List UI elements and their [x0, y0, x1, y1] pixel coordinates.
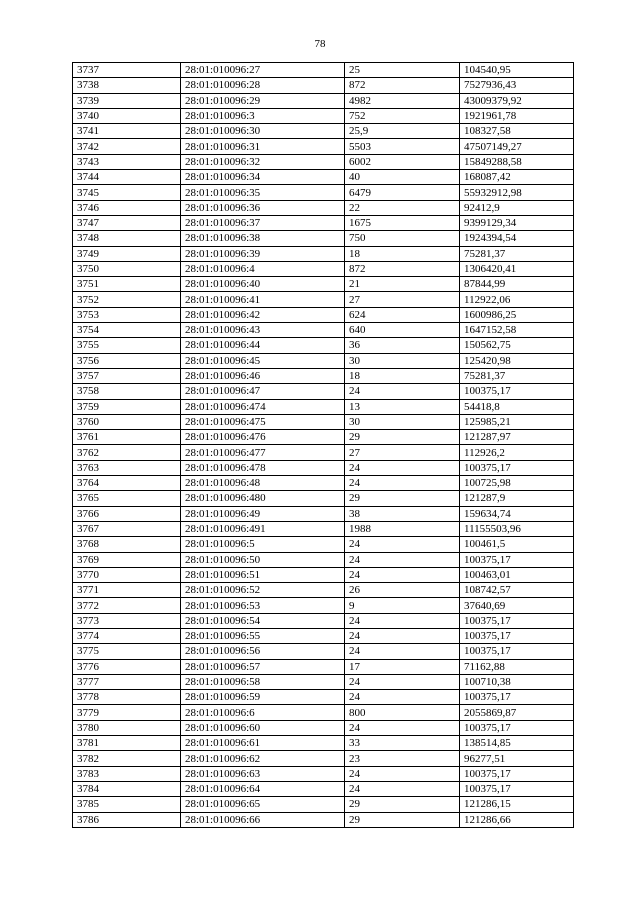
- table-row: [73, 353, 574, 368]
- table-row: [73, 537, 574, 552]
- value-cell: 37640,69: [460, 598, 574, 613]
- area-cell: 29: [345, 812, 460, 827]
- table-row: [73, 736, 574, 751]
- table-row: [73, 430, 574, 445]
- table-row: [73, 690, 574, 705]
- row-index-cell: 3771: [73, 583, 181, 598]
- cadastral-number-cell: 28:01:010096:66: [181, 812, 345, 827]
- value-cell: 55932912,98: [460, 185, 574, 200]
- row-index-cell: 3781: [73, 736, 181, 751]
- area-cell: 24: [345, 720, 460, 735]
- area-cell: 1675: [345, 215, 460, 230]
- row-index-cell: 3745: [73, 185, 181, 200]
- row-index-cell: 3744: [73, 170, 181, 185]
- area-cell: 13: [345, 399, 460, 414]
- table-row: [73, 231, 574, 246]
- row-index-cell: 3770: [73, 567, 181, 582]
- area-cell: 18: [345, 246, 460, 261]
- value-cell: 100375,17: [460, 552, 574, 567]
- row-index-cell: 3741: [73, 124, 181, 139]
- row-index-cell: 3775: [73, 644, 181, 659]
- cadastral-number-cell: 28:01:010096:491: [181, 521, 345, 536]
- cadastral-number-cell: 28:01:010096:37: [181, 215, 345, 230]
- table-row: [73, 200, 574, 215]
- cadastral-number-cell: 28:01:010096:46: [181, 368, 345, 383]
- row-index-cell: 3737: [73, 63, 181, 78]
- row-index-cell: 3783: [73, 766, 181, 781]
- value-cell: 100375,17: [460, 720, 574, 735]
- table-row: [73, 292, 574, 307]
- table-row: [73, 414, 574, 429]
- row-index-cell: 3757: [73, 368, 181, 383]
- area-cell: 33: [345, 736, 460, 751]
- cadastral-number-cell: 28:01:010096:28: [181, 78, 345, 93]
- area-cell: 800: [345, 705, 460, 720]
- row-index-cell: 3754: [73, 323, 181, 338]
- table-row: [73, 185, 574, 200]
- row-index-cell: 3761: [73, 430, 181, 445]
- table-row: [73, 261, 574, 276]
- table-row: [73, 78, 574, 93]
- row-index-cell: 3762: [73, 445, 181, 460]
- row-index-cell: 3774: [73, 628, 181, 643]
- area-cell: 25: [345, 63, 460, 78]
- area-cell: 29: [345, 797, 460, 812]
- row-index-cell: 3752: [73, 292, 181, 307]
- row-index-cell: 3778: [73, 690, 181, 705]
- table-row: [73, 368, 574, 383]
- cadastral-number-cell: 28:01:010096:41: [181, 292, 345, 307]
- cadastral-number-cell: 28:01:010096:4: [181, 261, 345, 276]
- table-row: [73, 552, 574, 567]
- value-cell: 100463,01: [460, 567, 574, 582]
- cadastral-number-cell: 28:01:010096:31: [181, 139, 345, 154]
- value-cell: 47507149,27: [460, 139, 574, 154]
- value-cell: 15849288,58: [460, 154, 574, 169]
- row-index-cell: 3786: [73, 812, 181, 827]
- cadastral-number-cell: 28:01:010096:52: [181, 583, 345, 598]
- row-index-cell: 3756: [73, 353, 181, 368]
- row-index-cell: 3767: [73, 521, 181, 536]
- cadastral-number-cell: 28:01:010096:40: [181, 277, 345, 292]
- cadastral-number-cell: 28:01:010096:32: [181, 154, 345, 169]
- value-cell: 100461,5: [460, 537, 574, 552]
- row-index-cell: 3764: [73, 476, 181, 491]
- cadastral-number-cell: 28:01:010096:42: [181, 307, 345, 322]
- table-row: [73, 506, 574, 521]
- row-index-cell: 3782: [73, 751, 181, 766]
- row-index-cell: 3739: [73, 93, 181, 108]
- cadastral-number-cell: 28:01:010096:475: [181, 414, 345, 429]
- value-cell: 112926,2: [460, 445, 574, 460]
- cadastral-number-cell: 28:01:010096:27: [181, 63, 345, 78]
- table-row: [73, 812, 574, 827]
- area-cell: 750: [345, 231, 460, 246]
- cadastral-number-cell: 28:01:010096:478: [181, 460, 345, 475]
- row-index-cell: 3746: [73, 200, 181, 215]
- value-cell: 1924394,54: [460, 231, 574, 246]
- value-cell: 100710,38: [460, 674, 574, 689]
- value-cell: 11155503,96: [460, 521, 574, 536]
- value-cell: 96277,51: [460, 751, 574, 766]
- row-index-cell: 3747: [73, 215, 181, 230]
- value-cell: 104540,95: [460, 63, 574, 78]
- area-cell: 24: [345, 628, 460, 643]
- row-index-cell: 3765: [73, 491, 181, 506]
- area-cell: 30: [345, 414, 460, 429]
- area-cell: 23: [345, 751, 460, 766]
- area-cell: 24: [345, 476, 460, 491]
- area-cell: 1988: [345, 521, 460, 536]
- value-cell: 9399129,34: [460, 215, 574, 230]
- value-cell: 150562,75: [460, 338, 574, 353]
- value-cell: 108327,58: [460, 124, 574, 139]
- table-row: [73, 307, 574, 322]
- value-cell: 159634,74: [460, 506, 574, 521]
- table-row: [73, 445, 574, 460]
- table-row: [73, 246, 574, 261]
- area-cell: 24: [345, 781, 460, 796]
- value-cell: 71162,88: [460, 659, 574, 674]
- table-row: [73, 323, 574, 338]
- value-cell: 1306420,41: [460, 261, 574, 276]
- value-cell: 100375,17: [460, 781, 574, 796]
- cadastral-number-cell: 28:01:010096:63: [181, 766, 345, 781]
- area-cell: 24: [345, 613, 460, 628]
- data-table: [72, 62, 574, 828]
- value-cell: 100375,17: [460, 460, 574, 475]
- cadastral-number-cell: 28:01:010096:54: [181, 613, 345, 628]
- value-cell: 112922,06: [460, 292, 574, 307]
- row-index-cell: 3763: [73, 460, 181, 475]
- table-body: [73, 63, 574, 828]
- row-index-cell: 3743: [73, 154, 181, 169]
- value-cell: 43009379,92: [460, 93, 574, 108]
- row-index-cell: 3740: [73, 108, 181, 123]
- table-row: [73, 93, 574, 108]
- table-row: [73, 705, 574, 720]
- table-row: [73, 170, 574, 185]
- value-cell: 100375,17: [460, 766, 574, 781]
- area-cell: 25,9: [345, 124, 460, 139]
- area-cell: 6002: [345, 154, 460, 169]
- cadastral-number-cell: 28:01:010096:53: [181, 598, 345, 613]
- area-cell: 24: [345, 537, 460, 552]
- table-row: [73, 720, 574, 735]
- table-row: [73, 781, 574, 796]
- table-row: [73, 613, 574, 628]
- table-row: [73, 659, 574, 674]
- table-row: [73, 583, 574, 598]
- value-cell: 92412,9: [460, 200, 574, 215]
- cadastral-number-cell: 28:01:010096:58: [181, 674, 345, 689]
- cadastral-number-cell: 28:01:010096:61: [181, 736, 345, 751]
- table-row: [73, 277, 574, 292]
- row-index-cell: 3750: [73, 261, 181, 276]
- cadastral-number-cell: 28:01:010096:38: [181, 231, 345, 246]
- value-cell: 121287,97: [460, 430, 574, 445]
- area-cell: 29: [345, 430, 460, 445]
- value-cell: 2055869,87: [460, 705, 574, 720]
- cadastral-number-cell: 28:01:010096:477: [181, 445, 345, 460]
- table-row: [73, 766, 574, 781]
- area-cell: 36: [345, 338, 460, 353]
- area-cell: 22: [345, 200, 460, 215]
- row-index-cell: 3768: [73, 537, 181, 552]
- cadastral-number-cell: 28:01:010096:62: [181, 751, 345, 766]
- area-cell: 624: [345, 307, 460, 322]
- cadastral-number-cell: 28:01:010096:50: [181, 552, 345, 567]
- row-index-cell: 3776: [73, 659, 181, 674]
- table-row: [73, 598, 574, 613]
- cadastral-number-cell: 28:01:010096:43: [181, 323, 345, 338]
- cadastral-number-cell: 28:01:010096:47: [181, 384, 345, 399]
- cadastral-number-cell: 28:01:010096:55: [181, 628, 345, 643]
- value-cell: 87844,99: [460, 277, 574, 292]
- row-index-cell: 3772: [73, 598, 181, 613]
- table-row: [73, 124, 574, 139]
- area-cell: 27: [345, 445, 460, 460]
- area-cell: 872: [345, 78, 460, 93]
- area-cell: 21: [345, 277, 460, 292]
- cadastral-number-cell: 28:01:010096:480: [181, 491, 345, 506]
- table-row: [73, 644, 574, 659]
- value-cell: 100375,17: [460, 628, 574, 643]
- table-row: [73, 491, 574, 506]
- value-cell: 1647152,58: [460, 323, 574, 338]
- value-cell: 100375,17: [460, 613, 574, 628]
- table-row: [73, 476, 574, 491]
- area-cell: 27: [345, 292, 460, 307]
- area-cell: 4982: [345, 93, 460, 108]
- area-cell: 24: [345, 690, 460, 705]
- row-index-cell: 3759: [73, 399, 181, 414]
- row-index-cell: 3753: [73, 307, 181, 322]
- area-cell: 872: [345, 261, 460, 276]
- cadastral-number-cell: 28:01:010096:51: [181, 567, 345, 582]
- value-cell: 54418,8: [460, 399, 574, 414]
- row-index-cell: 3758: [73, 384, 181, 399]
- cadastral-number-cell: 28:01:010096:39: [181, 246, 345, 261]
- row-index-cell: 3784: [73, 781, 181, 796]
- row-index-cell: 3779: [73, 705, 181, 720]
- cadastral-number-cell: 28:01:010096:476: [181, 430, 345, 445]
- cadastral-number-cell: 28:01:010096:29: [181, 93, 345, 108]
- table-row: [73, 797, 574, 812]
- value-cell: 100725,98: [460, 476, 574, 491]
- cadastral-number-cell: 28:01:010096:57: [181, 659, 345, 674]
- table-row: [73, 154, 574, 169]
- cadastral-number-cell: 28:01:010096:48: [181, 476, 345, 491]
- row-index-cell: 3755: [73, 338, 181, 353]
- cadastral-number-cell: 28:01:010096:5: [181, 537, 345, 552]
- cadastral-number-cell: 28:01:010096:44: [181, 338, 345, 353]
- area-cell: 18: [345, 368, 460, 383]
- cadastral-number-cell: 28:01:010096:49: [181, 506, 345, 521]
- cadastral-number-cell: 28:01:010096:30: [181, 124, 345, 139]
- value-cell: 125420,98: [460, 353, 574, 368]
- cadastral-number-cell: 28:01:010096:3: [181, 108, 345, 123]
- row-index-cell: 3780: [73, 720, 181, 735]
- area-cell: 24: [345, 460, 460, 475]
- value-cell: 121286,66: [460, 812, 574, 827]
- table-row: [73, 139, 574, 154]
- area-cell: 752: [345, 108, 460, 123]
- cadastral-number-cell: 28:01:010096:59: [181, 690, 345, 705]
- value-cell: 1600986,25: [460, 307, 574, 322]
- cadastral-number-cell: 28:01:010096:6: [181, 705, 345, 720]
- row-index-cell: 3751: [73, 277, 181, 292]
- table-row: [73, 63, 574, 78]
- row-index-cell: 3777: [73, 674, 181, 689]
- table-row: [73, 674, 574, 689]
- value-cell: 100375,17: [460, 384, 574, 399]
- cadastral-number-cell: 28:01:010096:56: [181, 644, 345, 659]
- area-cell: 40: [345, 170, 460, 185]
- value-cell: 1921961,78: [460, 108, 574, 123]
- cadastral-number-cell: 28:01:010096:60: [181, 720, 345, 735]
- table-row: [73, 338, 574, 353]
- table-row: [73, 460, 574, 475]
- value-cell: 75281,37: [460, 246, 574, 261]
- value-cell: 121287,9: [460, 491, 574, 506]
- area-cell: 24: [345, 552, 460, 567]
- row-index-cell: 3760: [73, 414, 181, 429]
- row-index-cell: 3742: [73, 139, 181, 154]
- row-index-cell: 3785: [73, 797, 181, 812]
- table-row: [73, 215, 574, 230]
- area-cell: 6479: [345, 185, 460, 200]
- cadastral-number-cell: 28:01:010096:64: [181, 781, 345, 796]
- row-index-cell: 3748: [73, 231, 181, 246]
- table-row: [73, 751, 574, 766]
- area-cell: 5503: [345, 139, 460, 154]
- area-cell: 24: [345, 766, 460, 781]
- area-cell: 24: [345, 674, 460, 689]
- row-index-cell: 3769: [73, 552, 181, 567]
- value-cell: 138514,85: [460, 736, 574, 751]
- cadastral-number-cell: 28:01:010096:35: [181, 185, 345, 200]
- area-cell: 29: [345, 491, 460, 506]
- area-cell: 17: [345, 659, 460, 674]
- area-cell: 9: [345, 598, 460, 613]
- cadastral-number-cell: 28:01:010096:34: [181, 170, 345, 185]
- table-row: [73, 384, 574, 399]
- value-cell: 121286,15: [460, 797, 574, 812]
- area-cell: 30: [345, 353, 460, 368]
- value-cell: 75281,37: [460, 368, 574, 383]
- area-cell: 24: [345, 384, 460, 399]
- row-index-cell: 3766: [73, 506, 181, 521]
- area-cell: 24: [345, 567, 460, 582]
- row-index-cell: 3773: [73, 613, 181, 628]
- value-cell: 100375,17: [460, 690, 574, 705]
- row-index-cell: 3749: [73, 246, 181, 261]
- value-cell: 168087,42: [460, 170, 574, 185]
- cadastral-number-cell: 28:01:010096:36: [181, 200, 345, 215]
- table-row: [73, 521, 574, 536]
- page-number: 78: [314, 38, 326, 50]
- cadastral-number-cell: 28:01:010096:45: [181, 353, 345, 368]
- table-row: [73, 108, 574, 123]
- value-cell: 100375,17: [460, 644, 574, 659]
- value-cell: 7527936,43: [460, 78, 574, 93]
- table-row: [73, 567, 574, 582]
- cadastral-number-cell: 28:01:010096:65: [181, 797, 345, 812]
- area-cell: 38: [345, 506, 460, 521]
- row-index-cell: 3738: [73, 78, 181, 93]
- table-row: [73, 628, 574, 643]
- cadastral-number-cell: 28:01:010096:474: [181, 399, 345, 414]
- table-row: [73, 399, 574, 414]
- value-cell: 125985,21: [460, 414, 574, 429]
- area-cell: 26: [345, 583, 460, 598]
- value-cell: 108742,57: [460, 583, 574, 598]
- area-cell: 24: [345, 644, 460, 659]
- area-cell: 640: [345, 323, 460, 338]
